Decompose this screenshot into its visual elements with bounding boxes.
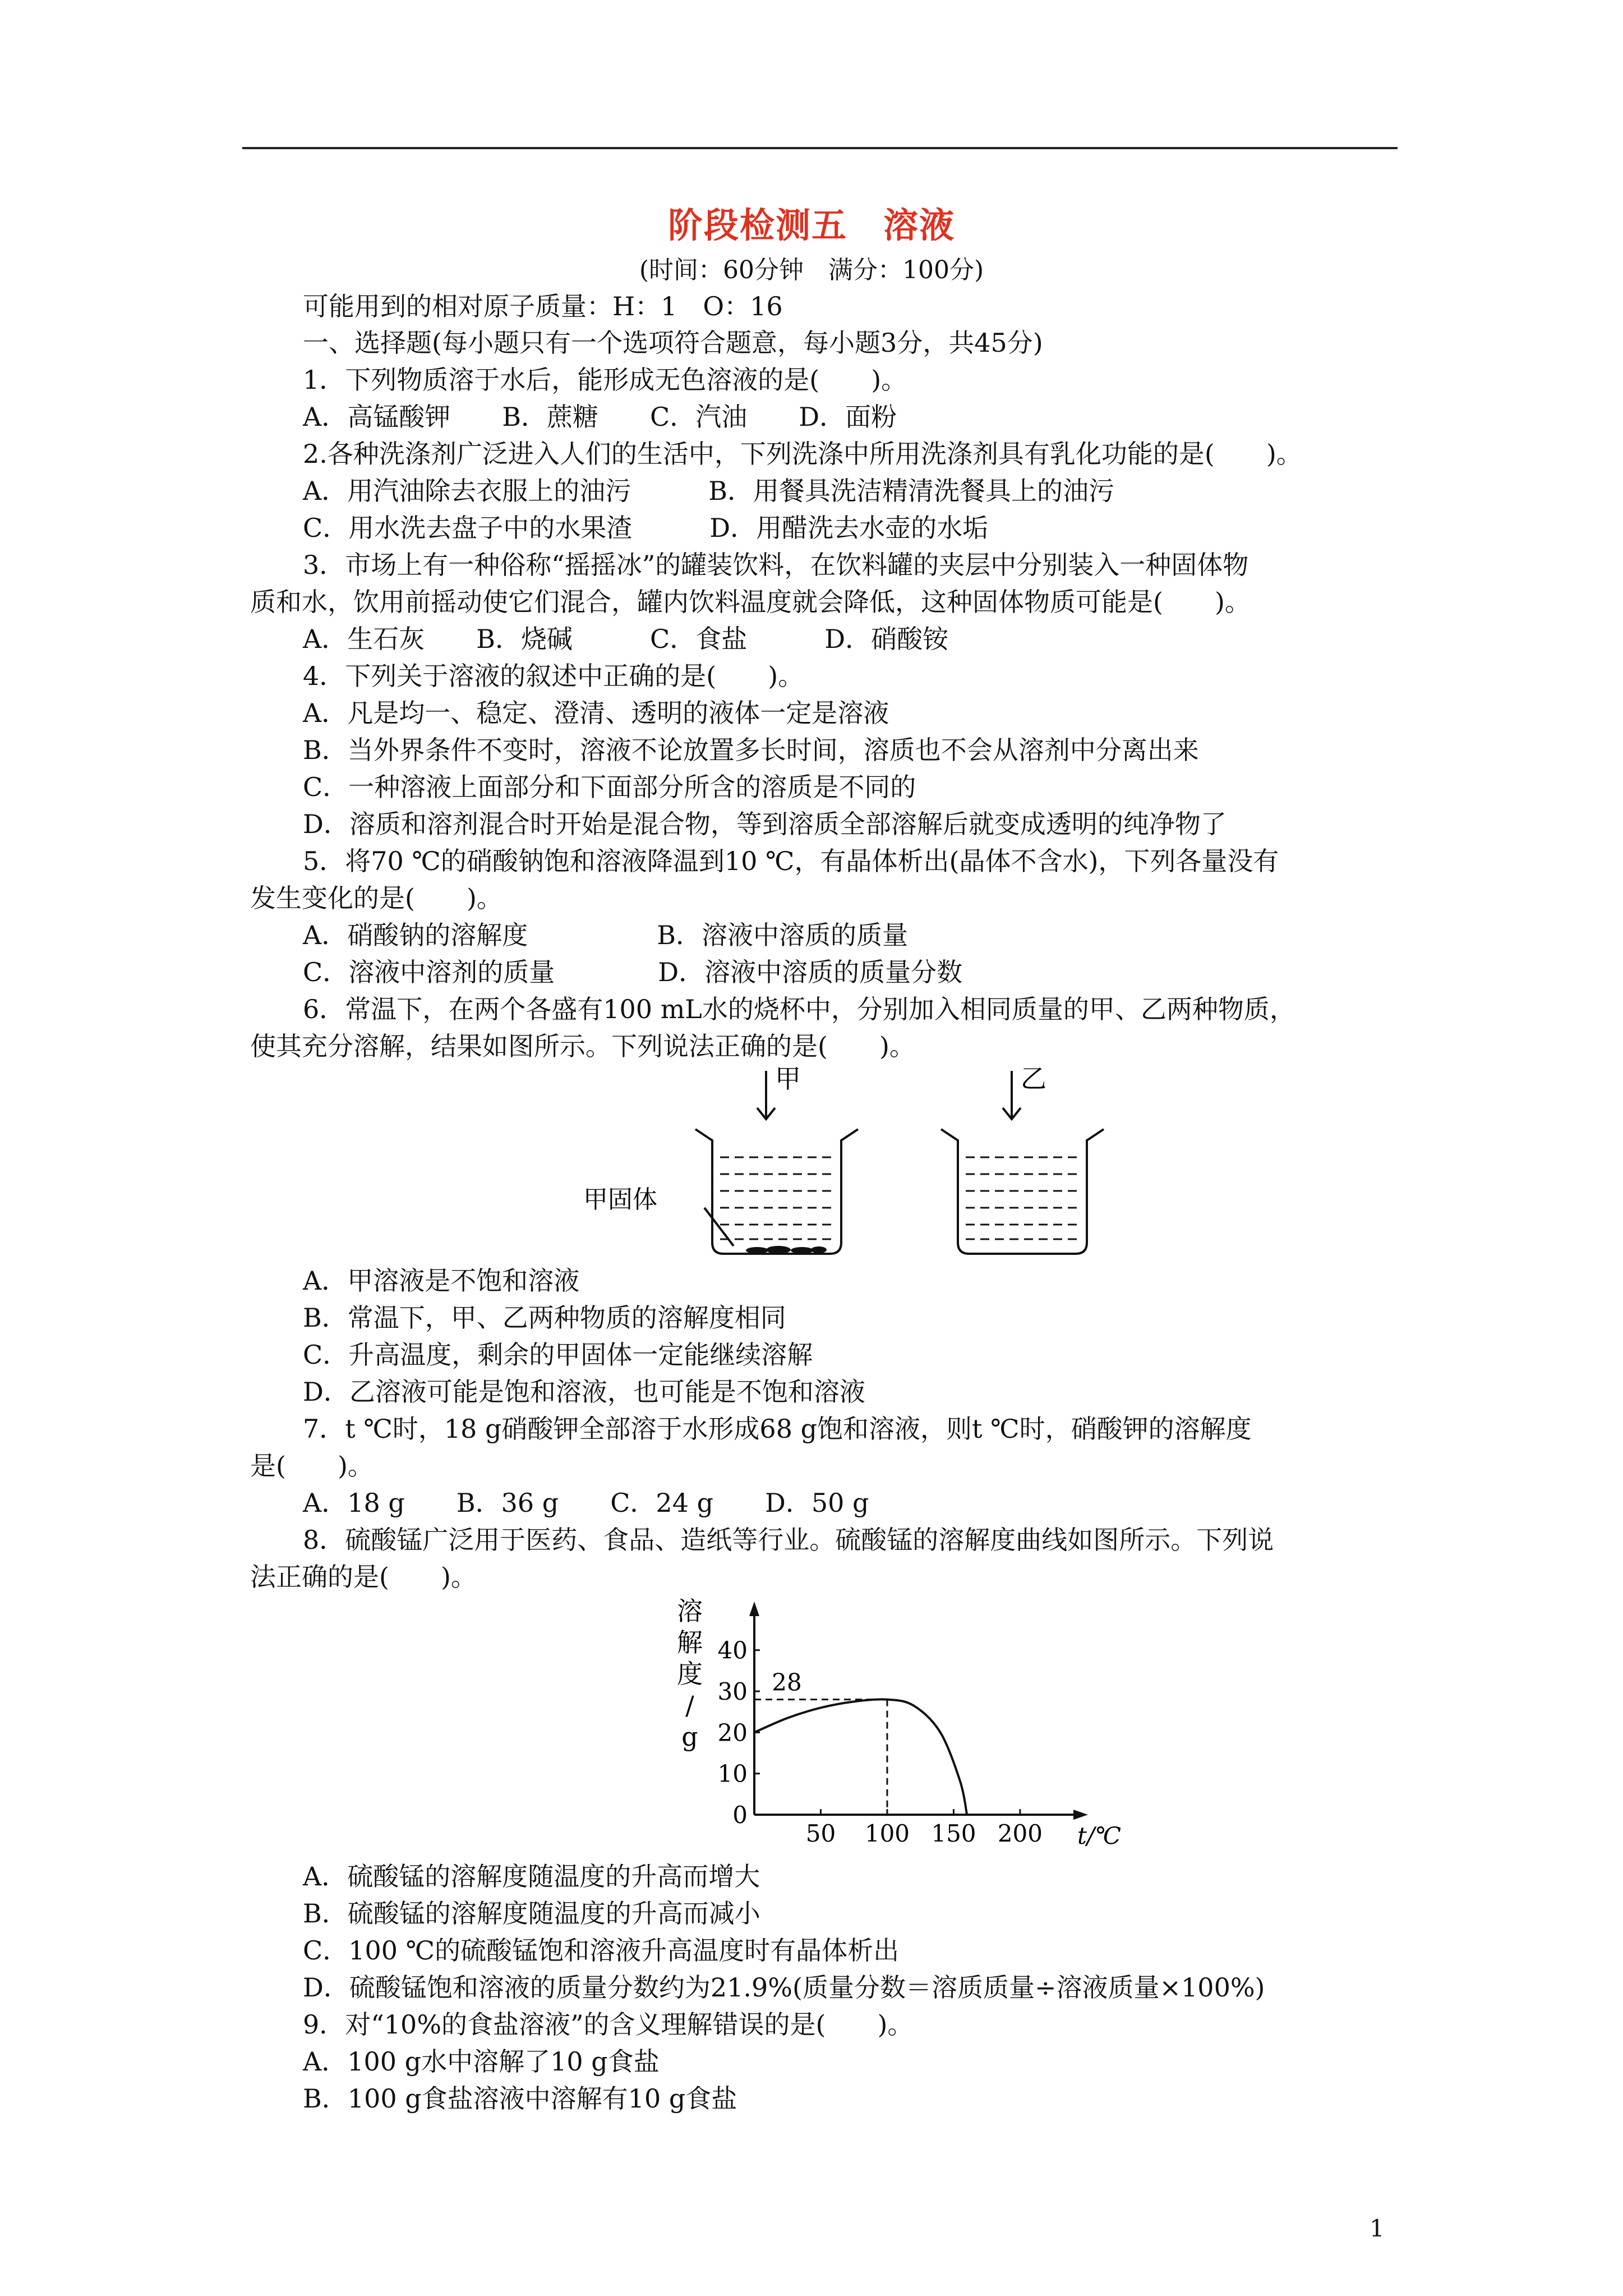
question-4-option: C．一种溶液上面部分和下面部分所含的溶质是不同的 (303, 772, 916, 802)
question-8-option: B．硫酸锰的溶解度随温度的升高而减小 (303, 1898, 760, 1929)
y-tick-label: 30 (717, 1678, 748, 1705)
question-8-option: A．硫酸锰的溶解度随温度的升高而增大 (303, 1861, 760, 1892)
question-8: 8．硫酸锰广泛用于医药、食品、造纸等行业。硫酸锰的溶解度曲线如图所示。下列说 (303, 1525, 1274, 1555)
question-1-options: A．高锰酸钾 B．蔗糖 C．汽油 D．面粉 (303, 402, 897, 432)
question-7-cont: 是( )。 (250, 1451, 374, 1481)
question-4-option: D．溶质和溶剂混合时开始是混合物，等到溶质全部溶解后就变成透明的纯净物了 (303, 809, 1227, 839)
beaker-figure (583, 1063, 1122, 1265)
question-9: 9．对“10%的食盐溶液”的含义理解错误的是( )。 (303, 2009, 914, 2040)
question-7-options: A．18 g B．36 g C．24 g D．50 g (303, 1488, 869, 1518)
question-5-options: A．硝酸钠的溶解度 B．溶液中溶质的质量 (303, 920, 909, 950)
header-rule (242, 147, 1398, 149)
y-tick-label: 20 (717, 1719, 748, 1747)
question-9-option: A．100 g水中溶解了10 g食盐 (303, 2046, 660, 2077)
x-axis-label: t/℃ (1077, 1822, 1122, 1849)
x-tick-label: 100 (864, 1820, 910, 1847)
page-title: 阶段检测五 溶液 (667, 205, 955, 246)
y-axis-label-char: / (685, 1690, 694, 1720)
question-5-cont: 发生变化的是( )。 (250, 883, 502, 913)
exam-info: (时间：60分钟 满分：100分) (639, 256, 984, 284)
question-4-option: A．凡是均一、稳定、澄清、透明的液体一定是溶液 (303, 698, 889, 728)
page-number: 1 (1370, 2215, 1385, 2242)
y-axis-label-char: 度 (677, 1659, 703, 1689)
question-9-option: B．100 g食盐溶液中溶解有10 g食盐 (303, 2083, 737, 2114)
question-8-cont: 法正确的是( )。 (250, 1562, 477, 1592)
question-6-cont: 使其充分溶解，结果如图所示。下列说法正确的是( )。 (250, 1031, 915, 1061)
section-heading: 一、选择题(每小题只有一个选项符合题意，每小题3分，共45分) (303, 328, 1043, 358)
x-axis-arrow (1073, 1810, 1088, 1820)
y-axis-label-char: 解 (677, 1627, 703, 1658)
y-tick-label: 40 (717, 1636, 748, 1664)
y-tick-label: 0 (732, 1801, 748, 1829)
question-3: 3．市场上有一种俗称“摇摇冰”的罐装饮料，在饮料罐的夹层中分别装入一种固体物 (303, 550, 1249, 580)
y-axis-label-char: g (681, 1722, 698, 1752)
y-axis-label-char: 溶 (677, 1596, 703, 1626)
y-tick-label: 10 (717, 1760, 748, 1788)
question-5-options: C．溶液中溶剂的质量 D．溶液中溶质的质量分数 (303, 957, 963, 987)
label-solid: 甲固体 (583, 1185, 657, 1214)
question-6-option: D．乙溶液可能是饱和溶液，也可能是不饱和溶液 (303, 1377, 865, 1407)
question-8-option: C．100 ℃的硫酸锰饱和溶液升高温度时有晶体析出 (303, 1935, 900, 1966)
question-2-options: C．用水洗去盘子中的水果渣 D．用醋洗去水壶的水垢 (303, 513, 989, 543)
question-6-option: C．升高温度，剩余的甲固体一定能继续溶解 (303, 1340, 813, 1370)
label-jia: 甲 (775, 1064, 801, 1094)
y-axis-arrow (749, 1602, 759, 1616)
question-6-option: A．甲溶液是不饱和溶液 (303, 1266, 580, 1296)
question-8-option: D．硫酸锰饱和溶液的质量分数约为21.9%(质量分数＝溶质质量÷溶液质量×100%) (303, 1972, 1265, 2003)
question-2: 2.各种洗涤剂广泛进入人们的生活中，下列洗涤中所用洗涤剂具有乳化功能的是( )。 (303, 439, 1302, 469)
question-7: 7．t ℃时，18 g硝酸钾全部溶于水形成68 g饱和溶液，则t ℃时，硝酸钾的溶解度 (303, 1414, 1252, 1444)
x-tick-label: 200 (997, 1820, 1043, 1847)
label-yi: 乙 (1021, 1064, 1046, 1094)
question-4: 4．下列关于溶液的叙述中正确的是( )。 (303, 661, 804, 691)
question-1: 1．下列物质溶于水后，能形成无色溶液的是( )。 (303, 365, 907, 395)
question-2-options: A．用汽油除去衣服上的油污 B．用餐具洗洁精清洗餐具上的油污 (303, 476, 1115, 506)
x-tick-label: 50 (805, 1820, 836, 1847)
question-4-option: B．当外界条件不变时，溶液不论放置多长时间，溶质也不会从溶剂中分离出来 (303, 735, 1199, 765)
x-tick-label: 150 (931, 1820, 976, 1847)
question-5: 5．将70 ℃的硝酸钠饱和溶液降温到10 ℃，有晶体析出(晶体不含水)，下列各量没有 (303, 846, 1279, 876)
text-line: 可能用到的相对原子质量：H：1 O：16 (303, 291, 783, 321)
question-3-cont: 质和水，饮用前摇动使它们混合，罐内饮料温度就会降低，这种固体物质可能是( )。 (250, 587, 1251, 617)
solubility-chart (662, 1593, 1122, 1862)
solubility-curve (754, 1699, 967, 1815)
peak-annotation: 28 (772, 1668, 802, 1696)
question-3-options: A．生石灰 B．烧碱 C．食盐 D．硝酸铵 (303, 624, 949, 654)
question-6-option: B．常温下，甲、乙两种物质的溶解度相同 (303, 1303, 786, 1333)
question-6: 6．常温下，在两个各盛有100 mL水的烧杯中，分别加入相同质量的甲、乙两种物质， (303, 994, 1295, 1024)
